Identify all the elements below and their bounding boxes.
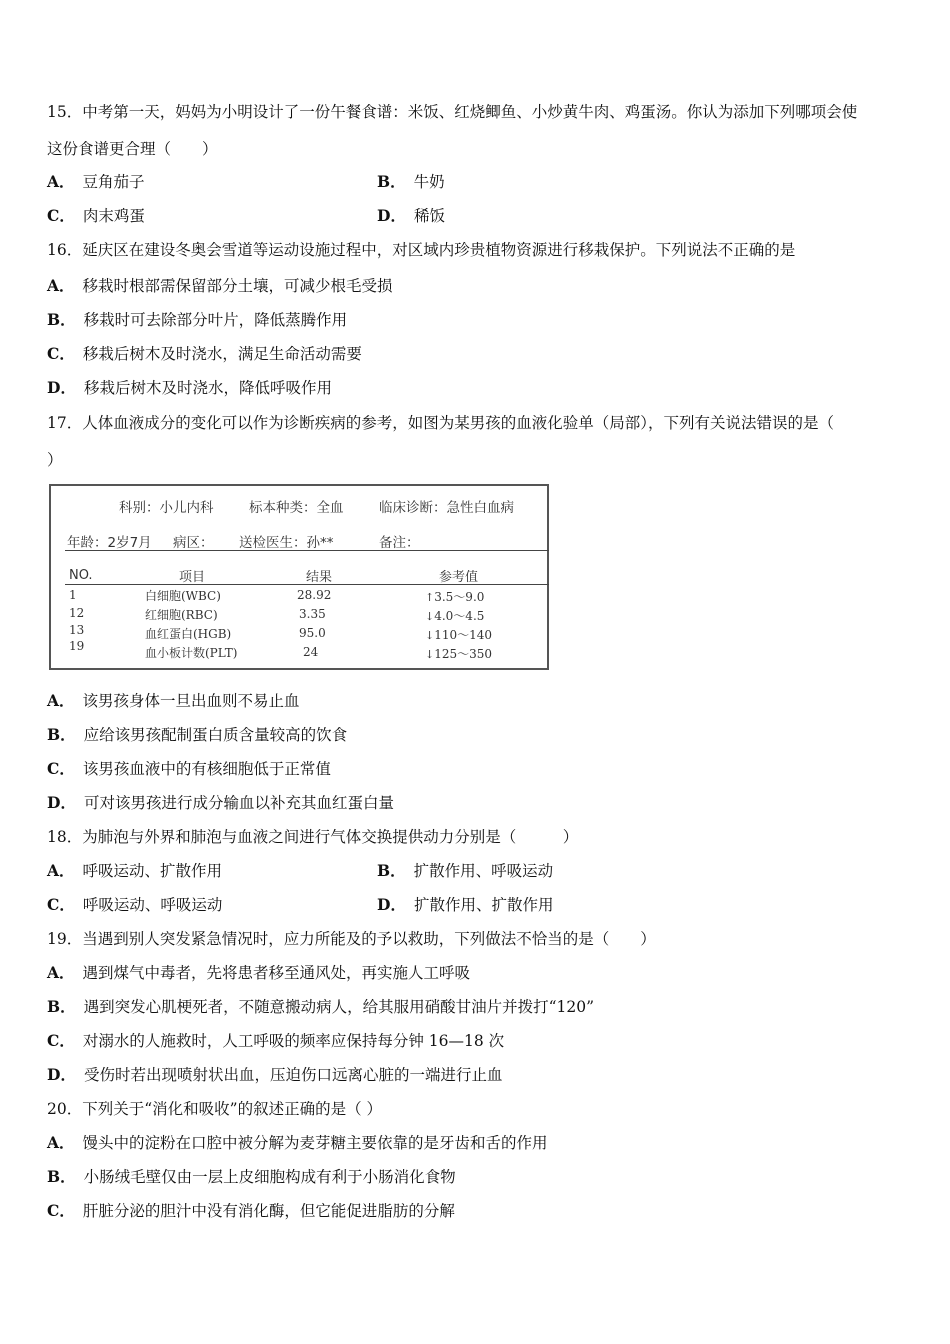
row-result: 3.35 [299, 607, 326, 621]
option-label: C． [47, 1201, 75, 1220]
q16-option-b[interactable] [47, 310, 347, 330]
option-text: 受伤时若出现喷射状出血，压迫伤口远离心脏的一端进行止血 [83, 1066, 503, 1084]
option-text: 肉末鸡蛋 [82, 207, 145, 225]
q16-option-a[interactable] [47, 276, 393, 296]
down-arrow-icon: ↓ [425, 610, 435, 623]
report-dept: 科别：小儿内科 [119, 500, 214, 516]
option-label: B． [377, 172, 406, 191]
option-label: C． [47, 344, 75, 363]
row-reference [425, 626, 492, 643]
q20-option-a[interactable] [47, 1133, 548, 1153]
row-reference [425, 607, 484, 624]
row-item: 血红蛋白(HGB) [145, 627, 232, 641]
option-label: C． [47, 895, 75, 914]
q15-option-d[interactable] [377, 206, 445, 226]
option-label: D． [377, 895, 406, 914]
option-text: 可对该男孩进行成分输血以补充其血红蛋白量 [83, 794, 394, 812]
report-divider-header [65, 584, 549, 585]
report-doctor: 送检医生：孙** [239, 535, 334, 551]
row-no: 13 [69, 623, 85, 637]
q17-stem-line2: ） [47, 451, 63, 469]
option-text: 肝脏分泌的胆汁中没有消化酶，但它能促进脂肪的分解 [82, 1202, 455, 1220]
row-result: 24 [303, 645, 319, 659]
q15-stem-line1: 15．中考第一天，妈妈为小明设计了一份午餐食谱：米饭、红烧鲫鱼、小炒黄牛肉、鸡蛋汤。你认为添加下列哪项会使 [47, 103, 858, 121]
option-label: A． [47, 861, 75, 880]
option-label: D． [47, 793, 76, 812]
option-label: B． [47, 310, 76, 329]
option-label: A． [47, 691, 75, 710]
option-text: 呼吸运动、扩散作用 [82, 862, 223, 880]
option-text: 扩散作用、扩散作用 [413, 896, 554, 914]
option-label: A． [47, 276, 75, 295]
option-text: 馒头中的淀粉在口腔中被分解为麦芽糖主要依靠的是牙齿和舌的作用 [82, 1134, 548, 1152]
option-text: 对溺水的人施救时，人工呼吸的频率应保持每分钟 16—18 次 [82, 1032, 505, 1050]
row-reference-range: 4.0～4.5 [434, 609, 485, 623]
down-arrow-icon: ↓ [425, 629, 435, 642]
header-reference: 参考值 [439, 570, 479, 585]
q17-option-a[interactable] [47, 691, 300, 711]
option-text: 该男孩身体一旦出血则不易止血 [82, 692, 300, 710]
option-label: C． [47, 759, 75, 778]
row-reference [425, 588, 484, 605]
option-text: 移栽时可去除部分叶片，降低蒸腾作用 [83, 311, 348, 329]
report-divider-top [65, 550, 549, 551]
q18-option-c[interactable] [47, 895, 222, 915]
row-item: 血小板计数(PLT) [145, 646, 238, 660]
q15-option-b[interactable] [377, 172, 445, 192]
q15-option-c[interactable] [47, 206, 145, 226]
option-text: 移栽后树木及时浇水，降低呼吸作用 [83, 379, 332, 397]
row-item: 白细胞(WBC) [145, 589, 221, 603]
row-reference-range: 125～350 [434, 647, 493, 661]
option-label: B． [47, 725, 76, 744]
row-result: 95.0 [299, 626, 326, 640]
q18-option-d[interactable] [377, 895, 553, 915]
q16-option-c[interactable] [47, 344, 362, 364]
q18-stem: 18．为肺泡与外界和肺泡与血液之间进行气体交换提供动力分别是（ ） [47, 828, 579, 846]
report-diagnosis: 临床诊断：急性白血病 [379, 500, 514, 516]
q19-option-d[interactable] [47, 1065, 502, 1085]
option-text: 移栽后树木及时浇水，满足生命活动需要 [82, 345, 362, 363]
row-no: 19 [69, 639, 85, 653]
option-text: 遇到煤气中毒者，先将患者移至通风处，再实施人工呼吸 [82, 964, 471, 982]
row-reference [425, 645, 492, 662]
up-arrow-icon: ↑ [425, 591, 435, 604]
q16-stem: 16．延庆区在建设冬奥会雪道等运动设施过程中，对区域内珍贵植物资源进行移栽保护。下列说法不正确的是 [47, 241, 796, 259]
q19-option-a[interactable] [47, 963, 470, 983]
option-text: 扩散作用、呼吸运动 [413, 862, 554, 880]
q19-option-b[interactable] [47, 997, 594, 1017]
option-label: B． [377, 861, 406, 880]
option-label: B． [47, 1167, 76, 1186]
q18-option-b[interactable] [377, 861, 553, 881]
q20-stem: 20．下列关于“消化和吸收”的叙述正确的是（ ） [47, 1100, 382, 1118]
q20-option-b[interactable] [47, 1167, 456, 1187]
row-reference-range: 3.5～9.0 [434, 590, 485, 604]
q19-stem: 19．当遇到别人突发紧急情况时，应力所能及的予以救助，下列做法不恰当的是（ ） [47, 930, 656, 948]
row-item: 红细胞(RBC) [145, 608, 218, 622]
q15-option-a[interactable] [47, 172, 145, 192]
q17-option-d[interactable] [47, 793, 394, 813]
q17-option-b[interactable] [47, 725, 347, 745]
q15-stem-line2: 这份食谱更合理（ ） [47, 140, 218, 158]
header-result: 结果 [306, 570, 333, 585]
option-label: C． [47, 206, 75, 225]
option-label: D． [47, 378, 76, 397]
option-text: 该男孩血液中的有核细胞低于正常值 [82, 760, 331, 778]
option-label: B． [47, 997, 76, 1016]
row-no: 12 [69, 606, 85, 620]
option-label: D． [377, 206, 406, 225]
report-ward: 病区： [173, 535, 214, 551]
option-text: 小肠绒毛壁仅由一层上皮细胞构成有利于小肠消化食物 [83, 1168, 456, 1186]
q17-stem-line1: 17．人体血液成分的变化可以作为诊断疾病的参考，如图为某男孩的血液化验单（局部），下列有关说法错误的是（ [47, 414, 834, 432]
header-item: 项目 [179, 570, 206, 585]
option-text: 牛奶 [413, 173, 445, 191]
row-no: 1 [69, 588, 77, 602]
blood-test-report [49, 484, 549, 670]
option-label: D． [47, 1065, 76, 1084]
header-no: NO. [69, 568, 93, 583]
option-text: 移栽时根部需保留部分土壤，可减少根毛受损 [82, 277, 393, 295]
option-text: 呼吸运动、呼吸运动 [82, 896, 223, 914]
option-text: 豆角茄子 [82, 173, 145, 191]
option-label: A． [47, 1133, 75, 1152]
option-label: C． [47, 1031, 75, 1050]
down-arrow-icon: ↓ [425, 648, 435, 661]
q19-option-c[interactable] [47, 1031, 504, 1051]
option-text: 遇到突发心肌梗死者，不随意搬动病人，给其服用硝酸甘油片并拨打“120” [83, 998, 595, 1016]
q16-option-d[interactable] [47, 378, 332, 398]
report-age: 年龄：2岁7月 [67, 535, 152, 551]
q20-option-c[interactable] [47, 1201, 455, 1221]
option-label: A． [47, 172, 75, 191]
option-text: 稀饭 [413, 207, 445, 225]
row-result: 28.92 [297, 588, 332, 602]
q18-option-a[interactable] [47, 861, 222, 881]
q17-option-c[interactable] [47, 759, 331, 779]
row-reference-range: 110～140 [434, 628, 493, 642]
option-text: 应给该男孩配制蛋白质含量较高的饮食 [83, 726, 348, 744]
report-sample: 标本种类：全血 [249, 500, 344, 516]
report-note: 备注： [379, 535, 420, 551]
option-label: A． [47, 963, 75, 982]
